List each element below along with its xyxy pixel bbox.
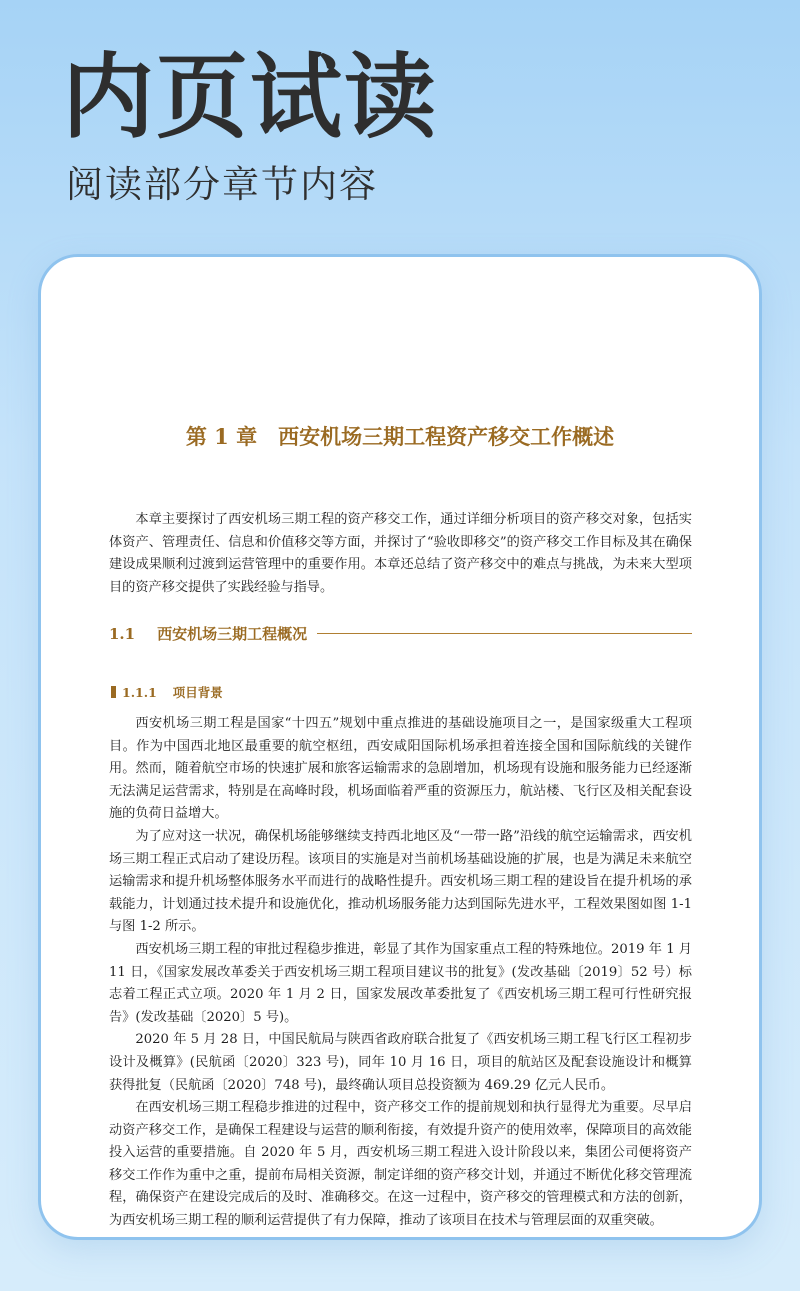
subsection-title: 项目背景 <box>172 685 223 700</box>
paragraph: 2020 年 5 月 28 日，中国民航局与陕西省政府联合批复了《西安机场三期工程飞行区工程初步设计及概算》(民航函〔2020〕323 号)，同年 10 月 16 日，项目的航站区及配套设施设计和概算获得批复（民航函〔2020〕748 号)，最终确认项目总投资额为 469.29 亿元人民币。 <box>109 1032 692 1093</box>
subsection-marker-icon <box>111 686 116 698</box>
paragraph: 为了应对这一状况，确保机场能够继续支持西北地区及“一带一路”沿线的航空运输需求，西安机场三期工程正式启动了建设历程。该项目的实施是对当前机场基础设施的扩展，也是为满足未来航空运输需求和提升机场整体服务水平而进行的战略性提升。西安机场三期工程的建设旨在提升机场的承载能力，计划通过技术提升和设施优化，推动机场服务能力达到国际先进水平，工程效果图如图 1-1 与图 1-2 所示。 <box>109 828 692 935</box>
section-rule <box>317 633 692 635</box>
subsection-heading <box>111 683 223 701</box>
page-preview-card <box>38 254 762 1240</box>
hero-subtitle: 阅读部分章节内容 <box>66 163 378 206</box>
subsection-number: 1.1.1 <box>122 684 157 700</box>
hero-title: 内页试读 <box>62 44 439 151</box>
body-text <box>109 713 692 1233</box>
paragraph: 西安机场三期工程的审批过程稳步推进，彰显了其作为国家重点工程的特殊地位。2019 年 1 月 11 日，《国家发展改革委关于西安机场三期工程项目建议书的批复》(发改基础〔2019〕52 号）标志着工程正式立项。2020 年 1 月 2 日，国家发展改革委批复了《西安机场三期工程可行性研究报告》(发改基础〔2020〕5 号)。 <box>109 941 692 1025</box>
paragraph: 西安机场三期工程是国家“十四五”规划中重点推进的基础设施项目之一，是国家级重大工程项目。作为中国西北地区最重要的航空枢纽，西安咸阳国际机场承担着连接全国和国际航线的关键作用。然而，随着航空市场的快速扩展和旅客运输需求的急剧增加，机场现有设施和服务能力已经逐渐无法满足运营需求，特别是在高峰时段，机场面临着严重的资源压力，航站楼、飞行区及相关配套设施的负荷日益增大。 <box>109 716 692 822</box>
chapter-intro: 本章主要探讨了西安机场三期工程的资产移交工作，通过详细分析项目的资产移交对象，包括实体资产、管理责任、信息和价值移交等方面，并探讨了“验收即移交”的资产移交工作目标及其在确保建设成果顺利过渡到运营管理中的重要作用。本章还总结了资产移交中的难点与挑战，为未来大型项目的资产移交提供了实践经验与指导。 <box>109 512 692 595</box>
chapter-title: 第 1 章 西安机场三期工程资产移交工作概述 <box>185 424 615 449</box>
section-heading <box>109 623 692 644</box>
section-title: 西安机场三期工程概况 <box>157 625 308 643</box>
section-number: 1.1 <box>109 624 136 643</box>
paragraph: 在西安机场三期工程稳步推进的过程中，资产移交工作的提前规划和执行显得尤为重要。尽早启动资产移交工作，是确保工程建设与运营的顺利衔接，有效提升资产的使用效率，保障项目的高效能投入运营的重要措施。自 2020 年 5 月，西安机场三期工程进入设计阶段以来，集团公司便将资产移交工作作为重中之重，提前布局相关资源，制定详细的资产移交计划，并通过不断优化移交管理流程，确保资产在建设完成后的及时、准确移交。在这一过程中，资产移交的管理模式和方法的创新，为西安机场三期工程的顺利运营提供了有力保障，推动了该项目在技术与管理层面的双重突破。 <box>109 1100 692 1229</box>
